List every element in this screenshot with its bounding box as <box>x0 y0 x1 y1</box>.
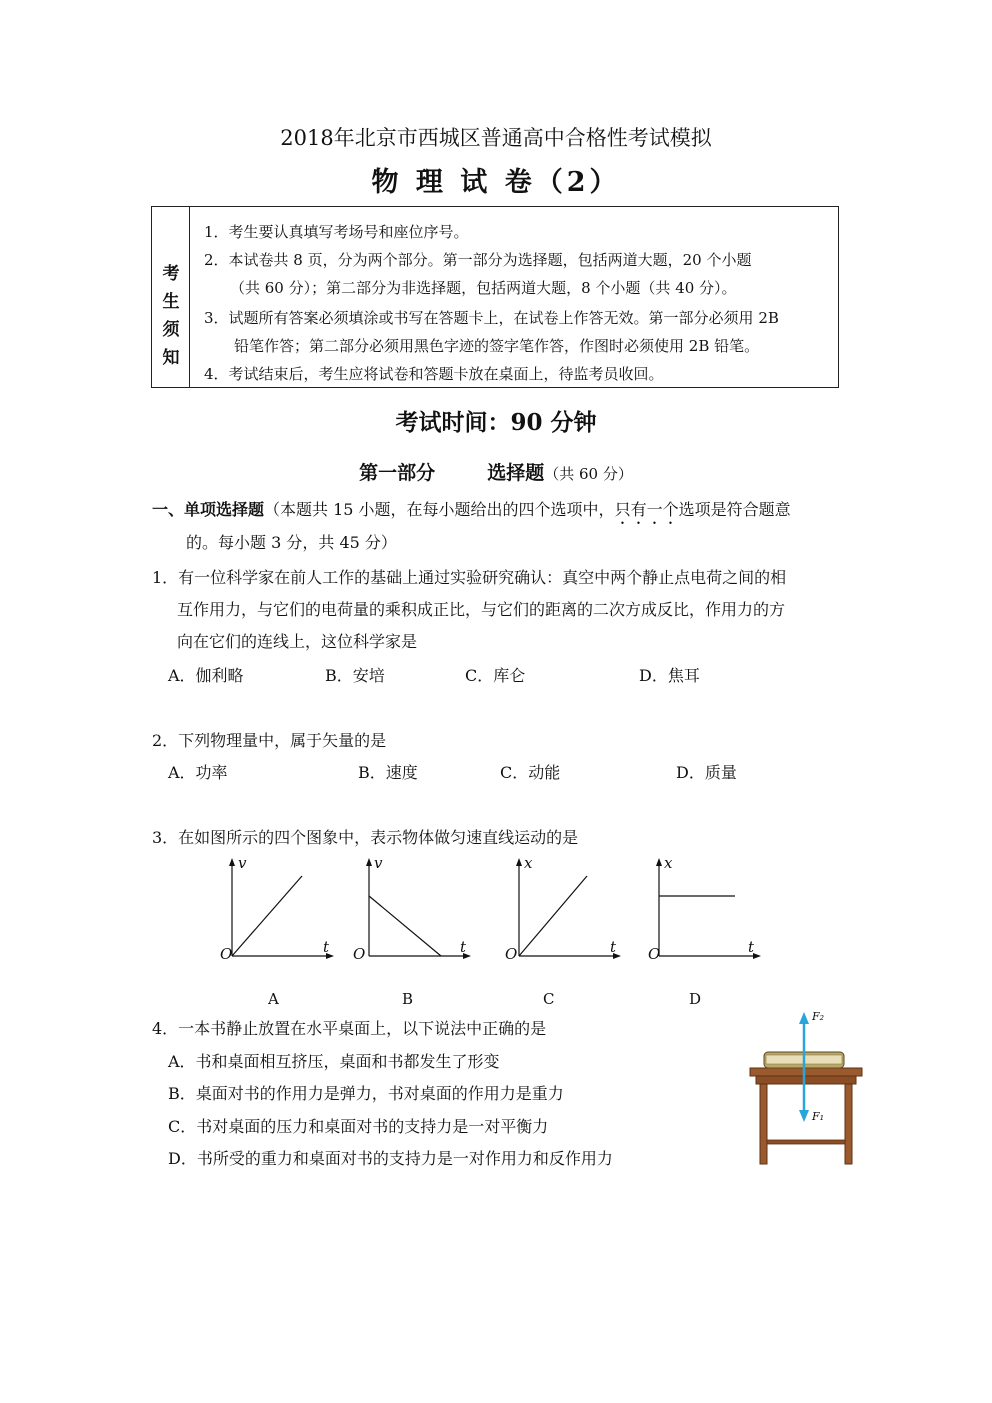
graph-c-line <box>519 876 587 956</box>
q3-graph-c <box>503 856 623 966</box>
graph-d-ylabel: x <box>664 854 673 872</box>
paper-title: 物 理 试 卷（2） <box>371 167 621 198</box>
part-one-points: （共 60 分） <box>544 465 633 483</box>
notice-side-label <box>152 207 190 387</box>
notice-side-char: 考 <box>162 264 180 284</box>
q1-option-b: B．安培 <box>325 666 385 685</box>
q4-option-a: A．书和桌面相互挤压，桌面和书都发生了形变 <box>168 1052 500 1071</box>
table-leg <box>845 1084 852 1164</box>
graph-a-caption: A <box>268 990 279 1008</box>
graph-a-line <box>232 876 302 956</box>
part-one-type: 选择题 <box>487 462 545 484</box>
q2-option-b: B．速度 <box>358 763 418 782</box>
notice-side-char: 知 <box>162 348 180 368</box>
q3-graph-d <box>643 856 763 966</box>
q1-stem-line: 1．有一位科学家在前人工作的基础上通过实验研究确认：真空中两个静止点电荷之间的相 <box>152 568 787 587</box>
q2-stem: 2．下列物理量中，属于矢量的是 <box>152 731 387 750</box>
q3-graph-a <box>216 856 336 966</box>
section-one-desc-line2: 的。每小题 3 分，共 45 分） <box>186 533 397 552</box>
graph-d-origin: O <box>648 945 661 963</box>
section-one-desc: （本题共 15 小题，在每小题给出的四个选项中， <box>264 500 615 519</box>
exam-time: 考试时间：90 分钟 <box>395 409 597 436</box>
q1-option-c: C．库仑 <box>465 666 526 685</box>
q4-option-b: B．桌面对书的作用力是弹力，书对桌面的作用力是重力 <box>168 1084 564 1103</box>
section-one-desc-end: 选项是符合题意 <box>678 500 791 519</box>
force-f2-label: F₂ <box>812 1010 825 1023</box>
table-top <box>750 1068 862 1076</box>
graph-b-line <box>369 896 441 956</box>
q4-book-table-figure <box>744 1008 870 1168</box>
part-one-name: 第一部分 <box>359 462 436 484</box>
section-one-title: 一、单项选择题 <box>152 500 265 519</box>
graph-a-origin: O <box>220 945 233 963</box>
graph-b-caption: B <box>402 990 414 1008</box>
q4-option-c: C．书对桌面的压力和桌面对书的支持力是一对平衡力 <box>168 1117 549 1136</box>
notice-side-char: 生 <box>162 292 180 312</box>
graph-d-caption: D <box>689 990 702 1008</box>
notice-line: （共 60 分）；第二部分为非选择题，包括两道大题，8 个小题（共 40 分）。 <box>230 279 737 297</box>
graph-b-xlabel: t <box>460 938 467 956</box>
q4-stem: 4．一本书静止放置在水平桌面上，以下说法中正确的是 <box>152 1019 547 1038</box>
graph-d-xlabel: t <box>748 938 755 956</box>
q3-stem: 3．在如图所示的四个图象中，表示物体做匀速直线运动的是 <box>152 828 579 847</box>
candidate-notice-box <box>151 206 839 388</box>
graph-b-origin: O <box>353 945 366 963</box>
exam-title: 2018年北京市西城区普通高中合格性考试模拟 <box>280 126 712 150</box>
q2-option-c: C．动能 <box>500 763 561 782</box>
force-f1-label: F₁ <box>812 1110 825 1123</box>
graph-a-ylabel: v <box>238 854 247 872</box>
graph-c-origin: O <box>505 945 518 963</box>
section-one-emphasis: 只有一个 <box>614 500 679 519</box>
q1-option-d: D．焦耳 <box>639 666 700 685</box>
notice-line: 2．本试卷共 8 页，分为两个部分。第一部分为选择题，包括两道大题，20 个小题 <box>204 251 752 269</box>
notice-line: 3．试题所有答案必须填涂或书写在答题卡上，在试卷上作答无效。第一部分必须用 2B <box>204 309 779 327</box>
graph-b-ylabel: v <box>374 854 383 872</box>
q1-stem-line: 互作用力，与它们的电荷量的乘积成正比，与它们的距离的二次方成反比，作用力的方 <box>177 600 786 619</box>
graph-c-ylabel: x <box>524 854 533 872</box>
graph-c-xlabel: t <box>610 938 617 956</box>
notice-line: 1．考生要认真填写考场号和座位序号。 <box>204 223 469 241</box>
section-one-heading <box>152 497 791 528</box>
q4-option-d: D．书所受的重力和桌面对书的支持力是一对作用力和反作用力 <box>168 1149 613 1168</box>
graph-c-caption: C <box>543 990 555 1008</box>
q2-option-d: D．质量 <box>676 763 737 782</box>
graph-a-xlabel: t <box>323 938 330 956</box>
notice-side-char: 须 <box>162 320 180 340</box>
q3-graph-b <box>353 856 473 966</box>
notice-line: 铅笔作答；第二部分必须用黑色字迹的签字笔作答，作图时必须使用 2B 铅笔。 <box>234 337 760 355</box>
part-one-heading <box>0 458 992 485</box>
table-leg <box>760 1084 767 1164</box>
q1-stem-line: 向在它们的连线上，这位科学家是 <box>177 632 418 651</box>
q2-option-a: A．功率 <box>168 763 228 782</box>
q1-option-a: A．伽利略 <box>168 666 244 685</box>
notice-line: 4．考试结束后，考生应将试卷和答题卡放在桌面上，待监考员收回。 <box>204 365 664 383</box>
